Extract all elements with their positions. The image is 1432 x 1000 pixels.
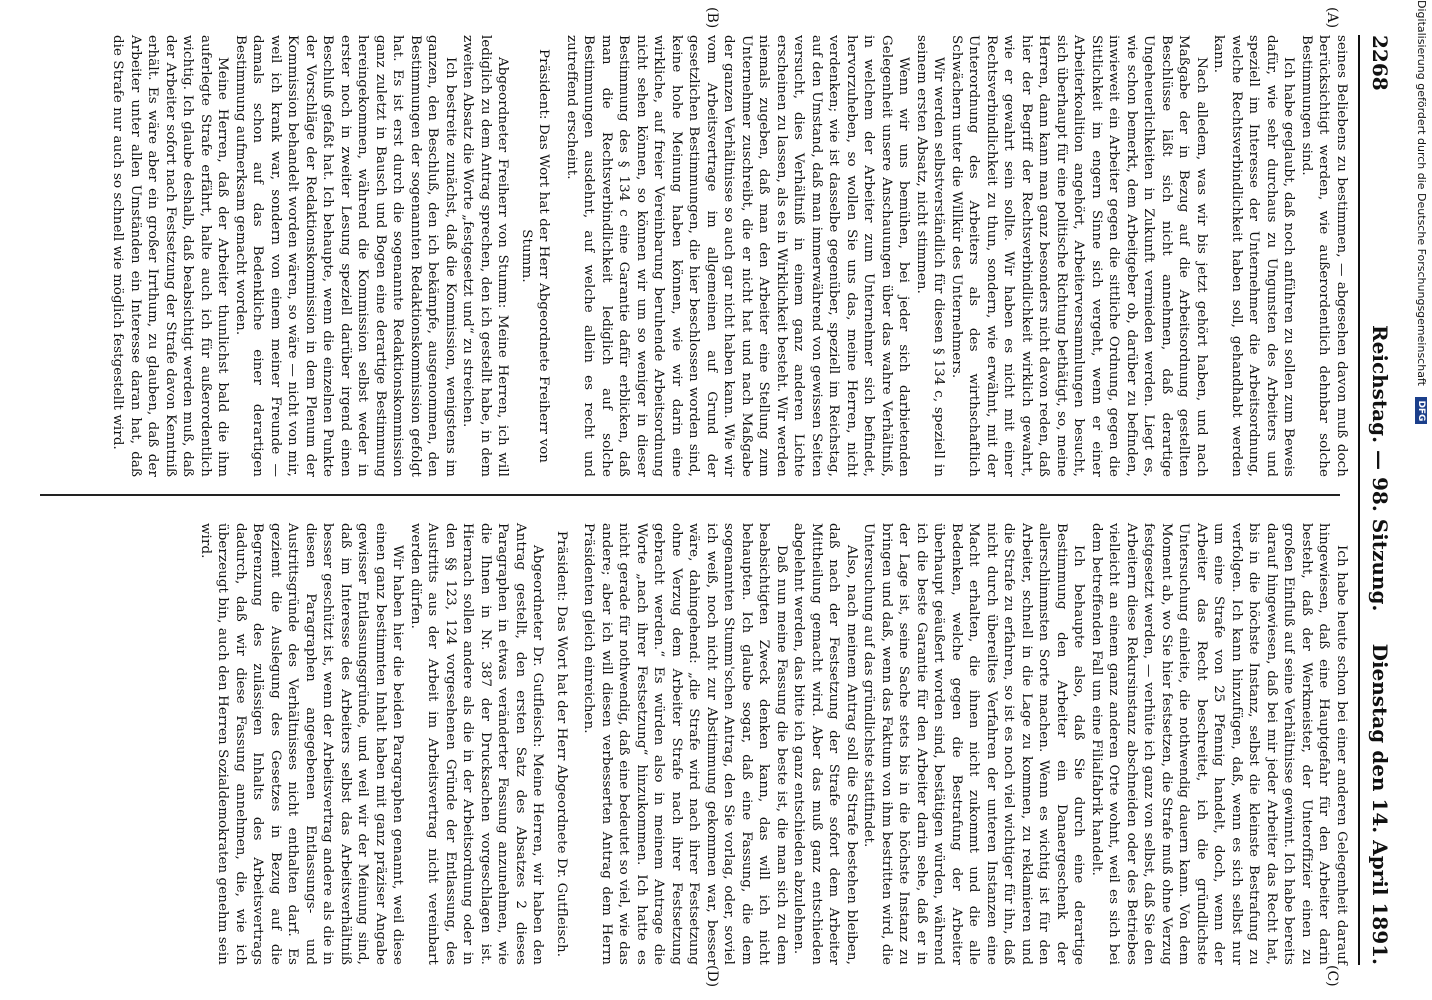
speaker-line: Präsident: Das Wort hat der Herr Abgeordnete Dr. Gutfleisch. [554, 530, 569, 958]
paragraph: Ich bestreite zunächst, daß die Kommission, wenigstens im ganzen, den Beschluß, den ich bekämpfe, ausgenommen, den Bestimmungen der sogenannten Redaktionskommission gefolgt hat. Es ist erst durch die sogenannte Redaktionskommission ganz zuletzt in Bausch und Bogen eine derartige Bestimmung hereingekommen, während die Kommission selbst weder in erster noch in zweiter Lesung speziell darüber irgend einen Beschluß gefaßt hat. Ich behaupte, wenn die einzelnen Punkte der Vorschläge der Redaktionskommission in dem Plenum der Kommission behandelt worden wären, so wäre — nicht von mir, weil ich krank war, sondern von einem meiner Freunde — damals schon auf das Bedenkliche einer derartigen Bestimmung aufmerksam gemacht worden. [233, 35, 458, 477]
margin-mark-a: (A) [1324, 7, 1340, 29]
dfg-logo: DFG [1415, 397, 1427, 424]
paragraph: Wir haben hier die beiden Paragraphen genannt, weil diese einen ganz bestimmten Inhalt haben mit ganz präziser Angabe gewisser Entlassungsgründe, und weil wir der Meinung sind, daß im Interesse des Arbeiters selbst das Arbeitsverhältniß besser geschützt ist, wenn der Arbeitsvertrag andere als die in diesen Paragraphen angegebenen Entlassungs- und Austrittsgründe des Verhältnisses nicht enthalten darf. Es geziemt die Auslegung des Gesetzes in Bezug auf die Begrenzung des zulässigen Inhalts des Arbeitsvertrags dadurch, daß wir diese Fassung annehmen, die, wie ich überzeugt bin, auch den Herren Sozialdemokraten genehm sein wird. [198, 523, 406, 965]
paragraph: Ich behaupte also, daß Sie durch eine derartige Bestimmung den Arbeiter ein Danaergeschenk der allerschlimmsten Sorte machen. Wenn es wichtig ist für den Arbeiter, schnell in die Lage zu kommen, zu reklamieren und die Strafe zu erfahren, so ist es noch viel wichtiger für ihn, daß nicht durch übereiltes Verfahren der unteren Instanzen eine Macht erhalten, die ihnen nicht zukommt und die alle Bedenken, welche gegen die Bestrafung der Arbeiter überhaupt geäußert worden sind, bestätigen würden, während ich die beste Garantie für den Arbeiter darin sehe, daß er in der Lage ist, seine Sache stets bis in die höchste Instanz zu bringen und daß, wenn das Faktum von ihm bestritten wird, die Untersuchung auf das gründlichste stattfindet. [861, 523, 1087, 965]
header-rule [1358, 35, 1360, 965]
paragraph: Wenn wir uns bemühen, bei jeder sich darbietenden Gelegenheit unsere Anschauungen über das wahre Verhältniß, in welchem der Arbeiter zum Unternehmer sich befindet, hervorzuheben, so wollen Sie uns das, meine Herren, nicht verdenken; wie ist dasselbe gegenüber, speziell im Reichstag, auf den Umstand, daß man immerwährend von gewissen Seiten versucht, dies Verhältniß in einem ganz anderen Lichte erscheinen zu lassen, als es in Wirklichkeit besteht. Wir werden niemals zugeben, daß man den Arbeiter eine Stellung zum Unternehmer zuschreibt, die er nicht hat und nach Maßgabe der ganzen Verhältnisse so auch gar nicht haben kann. Wie wir vom Arbeitsvertrage im allgemeinen auf Grund der gesetzlichen Bestimmungen, die hier beschlossen worden sind, keine hohe Meinung haben können, wie wir darin eine wirkliche, auf freier Vereinbarung beruhende Arbeitsordnung nicht sehen können, so können wir um so weniger in dieser Bestimmung des § 134 c eine Garantie dafür erblicken, daß man die Rechtsverbindlichkeit lediglich auf solche Bestimmungen ausdehnt, auf welche allein es recht und zutreffend erscheint. [564, 35, 912, 477]
paragraph: Wir werden selbstverständlich für diesen § 134 c, speziell in seinem ersten Absatz, nicht stimmen. [914, 35, 947, 477]
credit-text: Digitalisierung gefördert durch die Deutsche Forschungsgemeinschaft [1415, 0, 1428, 386]
rotated-newspaper-page [0, 5, 1410, 995]
paragraph: Also, nach meinem Antrag soll die Strafe bestehen bleiben, daß nach der Festsetzung der Strafe sofort dem Arbeiter Mittheilung gemacht wird. Aber das muß ganz entschieden abgelehnt werden, das bitte ich ganz entschieden abzulehnen. [791, 523, 859, 965]
margin-mark-c: (C) [1324, 965, 1340, 987]
digitization-credit [1408, 0, 1428, 1000]
paragraph: Daß nun meine Fassung die beste ist, die man sich zu dem beabsichtigten Zweck denken kann, das will ich nicht behaupten. Ich glaube sogar, daß eine Fassung, die dem sogenannten Stumm'schen Antrag, den Sie vorlag, oder, soviel ich weiß, noch nicht zur Abstimmung gekommen war, besser wäre, dahingehend: „die Strafe wird nach ihrer Festsetzung ohne Verzug dem Arbeiter Strafe nach ihrer Festsetzung gebracht werden.“ Es würden also in meinem Antrage die Worte „nach ihrer Festsetzung“ hinzukommen. Ich hatte es nicht gerade für nothwendig, daß eine bedeutet so viel, wie das andere; aber ich will diesen verbesserten Antrag dem Herrn Präsidenten gleich einreichen. [581, 523, 789, 965]
paragraph: Meine Herren, daß der Arbeiter thunlichst bald die ihm auferlegte Strafe erfährt, halte auch ich für außerordentlich wichtig. Ich glaube deshalb, daß beabsichtigt werden muß, daß der Arbeiter sofort nach Festsetzung der Strafe davon Kenntniß erhält. Es wäre aber ein großer Irrthum, zu glauben, daß der Arbeiter unter allen Umständen ein Interesse daran hat, daß die Strafe nur auch so schnell wie möglich festgestellt wird. [110, 35, 231, 477]
paragraph: Ich habe geglaubt, daß noch anführen zu sollen zum Beweis dafür, wie sehr durchaus zu Ungunsten des Arbeiters und speziell im Interesse der Unternehmer die Arbeitsordnung, welche Rechtsverbindlichkeit haben soll, gehandhabt werden kann. [1211, 35, 1297, 477]
page-number: 2268 [1368, 35, 1392, 91]
speaker-line: Präsident: Das Wort hat der Herr Abgeordnete Freiherr von Stumm. [519, 48, 552, 464]
page-header [1362, 35, 1398, 965]
paragraph: Abgeordneter Freiherr von Stumm: Meine Herren, ich will lediglich zu dem Antrag sprechen, den ich gestellt habe, in dem zweiten Absatz die Worte „festgesetzt und“ zu streichen. [460, 35, 511, 477]
margin-mark-d: (D) [704, 965, 720, 988]
paragraph: Abgeordneter Dr. Gutfleisch: Meine Herren, wir haben den Antrag gestellt, den ersten Satz des Absatzes 2 dieses Paragraphen in etwas veränderter Fassung anzunehmen, wie die Ihnen in Nr. 387 der Drucksachen vorgeschlagen ist. Hiernach sollen andere als die in der Arbeitsordnung oder in den §§ 123, 124 vorgesehenen Gründe der Entlassung, des Austritts aus der Arbeit im Arbeitsvertrag nicht vereinbart werden dürfen. [408, 523, 546, 965]
page-date: Dienstag den 14. April 1891. [1368, 643, 1392, 965]
left-text-column [109, 35, 1350, 477]
page-title: Reichstag. — 98. Sitzung. [1368, 325, 1392, 612]
right-text-column [197, 523, 1351, 965]
paragraph: Ich habe heute schon bei einer anderen Gelegenheit darauf hingewiesen, daß eine Hauptgefahr für den Arbeiter darin besteht, daß der Werkmeister, der Unteroffizier einen zu großen Einfluß auf seine Verhältnisse gewinnt. Ich habe bereits darauf hingewiesen, daß bei mir jeder Arbeiter das Recht hat, bis in die höchste Instanz, selbst die kleinste Bestrafung zu verfolgen. Ich kann hinzufügen, daß, wenn es sich selbst nur um eine Strafe von 25 Pfennig handelt, doch, wenn der Arbeiter das Recht beschreitet, ich die gründlichste Untersuchung einleite, die nothwendig dauern kann. Von dem Moment ab, wo Sie hier festsetzen, die Strafe muß ohne Verzug festgesetzt werden, — verhüte ich ganz von selbst, daß Sie den Arbeitern diese Rekursinstanz abschneiden oder des Betriebes vielleicht an einem ganz anderen Orte wohnt, weil es sich bei dem betreffenden Fall um eine Filialfabrik handelt. [1089, 523, 1349, 965]
margin-mark-b: (B) [704, 7, 720, 29]
paragraph: Nach alledem, was wir bis jetzt gehört haben, und nach Maßgabe der in Bezug auf die Arbeitsordnung gestellten Beschlüsse läßt sich nicht annehmen, daß derartige Ungeheuerlichkeiten in Zukunft vermieden werden. Liegt es, wie schon bemerkt, dem Arbeitgeber ob, darüber zu befinden, inwieweit ein Arbeiter gegen die sittliche Ordnung, gegen die Sittlichkeit im engern Sinne sich vergeht, wenn er einer Arbeiterkoalition angehört, Arbeiterversammlungen besucht, sich überhaupt für eine politische Richtung bethätigt, so, meine Herren, dann kann man ganz besonders nicht davon reden, daß hier der Begriff der Rechtsverbindlichkeit wirklich gewahrt, wie er gewahrt sein sollte. Wir haben es nicht mit einer Rechtsverbindlichkeit zu thun, sondern, wie erwähnt, mit der Unterordnung des Arbeiters als des wirthschaftlich Schwächern unter die Willkür des Unternehmers. [949, 35, 1209, 477]
column-divider [40, 494, 1340, 496]
paragraph: seines Beliebens zu bestimmen, — abgesehen davon muß doch berücksichtigt werden, wie außerordentlich dehnbar solche Bestimmungen sind. [1299, 35, 1349, 477]
